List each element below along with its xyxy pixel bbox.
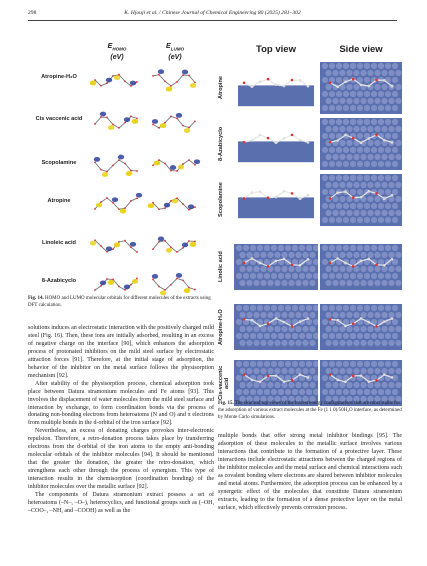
paragraph: solutions induces an electrostatic interaction with the positively charged mild steel (Fig. 16). Then, these ions are initially adsorbed, resulting in an excess of negative charge on the interface [90], which enhances the adsorption process of protonated inhibitors on the mild steel surface by electrostatic attraction forces [91]. Therefore, at the initial stage of adsorption, the behavior of the inhibitor on the metal surface follows the physisorption mechanism [92]. — [28, 325, 214, 379]
side-view-image — [320, 244, 402, 290]
side-view-image — [320, 304, 402, 350]
fig14-row — [28, 152, 213, 180]
fig15-row-label: Scopolamine — [218, 182, 224, 218]
fig14-row — [28, 232, 213, 260]
lumo-orbital-image — [148, 66, 203, 94]
homo-orbital-image — [90, 232, 145, 260]
paragraph: The components of Datura stramonium extract possess a set of heteroatoms (–N–, –O–), heterocyclics, and functional groups such as (–OH, –COO–, –NH, and –COOH) as well as the — [28, 492, 214, 514]
lumo-orbital-image — [148, 152, 203, 180]
figure-15 — [218, 44, 402, 399]
top-view-header: Top view — [256, 44, 296, 55]
fig15-row-label: Cis-vaccenic acid — [218, 365, 230, 401]
right-column-text — [218, 433, 402, 513]
paragraph: After stability of the physisorption process, chemical adsorption took place between Datura stramonium molecules and Fe atoms [93]. This involves the displacement of water molecules from the mild steel surface and interaction by exchange, to form coordination bonds via the process of donating non-bonding electrons from heteroatoms (N and O) and π electrons from multiple bonds in the d-orbital of the iron surface [92]. — [28, 380, 214, 427]
fig14-row-label: Atropine — [47, 198, 71, 204]
page-number: 298 — [28, 10, 37, 16]
fig15-row-label: 8-Azabicyclo — [218, 126, 224, 162]
side-view-image — [320, 118, 402, 170]
lumo-column-header: $E_{LUMO}$ (eV) — [166, 43, 184, 62]
top-view-image — [234, 62, 318, 114]
journal-citation: K. Hjouji et al. / Chinese Journal of Chemical Engineering 80 (2025) 281–302 — [124, 10, 301, 16]
left-column-text — [28, 325, 214, 516]
figure-14-caption: Fig. 14. HOMO and LUMO molecular orbitals for different molecules of the extracts using DFT calculation. — [28, 296, 211, 308]
figure-15-caption: Fig. 15. The side and top views of the lowest energy configurations that are most stable for the adsorption of various extract molecules at the Fe (1 1 0)/50H₂O interface, as determined by Monte Carlo simulations. — [218, 401, 402, 420]
lumo-orbital-image — [148, 270, 203, 298]
homo-orbital-image — [90, 270, 145, 298]
top-view-image — [234, 244, 318, 290]
lumo-orbital-image — [148, 108, 203, 136]
lumo-orbital-image — [148, 232, 203, 260]
side-view-header: Side view — [339, 44, 383, 55]
paragraph: multiple bonds that offer strong metal inhibitor bindings [95]. The adsorption of these molecules to the metallic surface involves various interactions that contribute to the formation of a protective layer. These interactions include electrostatic attractions between the charged regions of the inhibitor molecules and the metal surface and chemical interactions such as covalent bonding where electrons are shared between inhibitor molecules and metal atoms. Furthermore, the adsorption process can be enhanced by a synergetic effect of the molecules that constitute Datura stramonium extracts, leading to the formation of a dense protective layer on the metal surface, which effectively prevents corrosion process. — [218, 433, 402, 511]
side-view-image — [320, 62, 402, 114]
fig15-row-label: Atropine — [218, 76, 224, 100]
top-view-image — [234, 174, 318, 226]
fig14-row-label: Cis vaccenic acid — [35, 116, 83, 122]
fig14-row-label: Atropine-H₂O — [41, 74, 77, 80]
fig15-row-label: Atropine-H₂O — [218, 309, 224, 345]
fig14-row — [28, 108, 213, 136]
top-view-image — [234, 304, 318, 350]
paragraph: Nevertheless, an excess of donating charges provokes inter-electronic repulsion. Therefore, a retro-donation process takes place by transferring electrons from the d-orbital of the iron atoms to the empty anti-bonding molecular orbitals of the inhibitor molecules [94]. It should be mentioned that the greater the donation, the greater the retro-donation, which strengthens each other through the process of synergism. This type of interaction results in the chemisorption (coordination bonding) of the inhibitor molecules over the metallic surface [92]. — [28, 428, 214, 491]
homo-orbital-image — [90, 66, 145, 94]
homo-orbital-image — [90, 190, 145, 218]
fig14-row-label: 8-Azabicyclo — [41, 278, 77, 284]
homo-column-header: $E_{HOMO}$ (eV) — [107, 43, 127, 62]
fig14-row-label: Scopolamine — [41, 160, 77, 166]
side-view-image — [320, 360, 402, 406]
lumo-orbital-image — [148, 190, 203, 218]
side-view-image — [320, 174, 402, 226]
top-view-image — [234, 360, 318, 406]
homo-orbital-image — [90, 152, 145, 180]
fig14-row — [28, 66, 213, 94]
running-header — [28, 10, 397, 20]
fig14-row — [28, 190, 213, 218]
fig14-row-label: Linoleic acid — [42, 240, 76, 246]
homo-orbital-image — [90, 108, 145, 136]
figure-14 — [28, 40, 213, 310]
fig14-row — [28, 270, 213, 298]
header-rule — [28, 20, 397, 21]
top-view-image — [234, 118, 318, 170]
fig15-row-label: Linolic acid — [218, 251, 224, 283]
